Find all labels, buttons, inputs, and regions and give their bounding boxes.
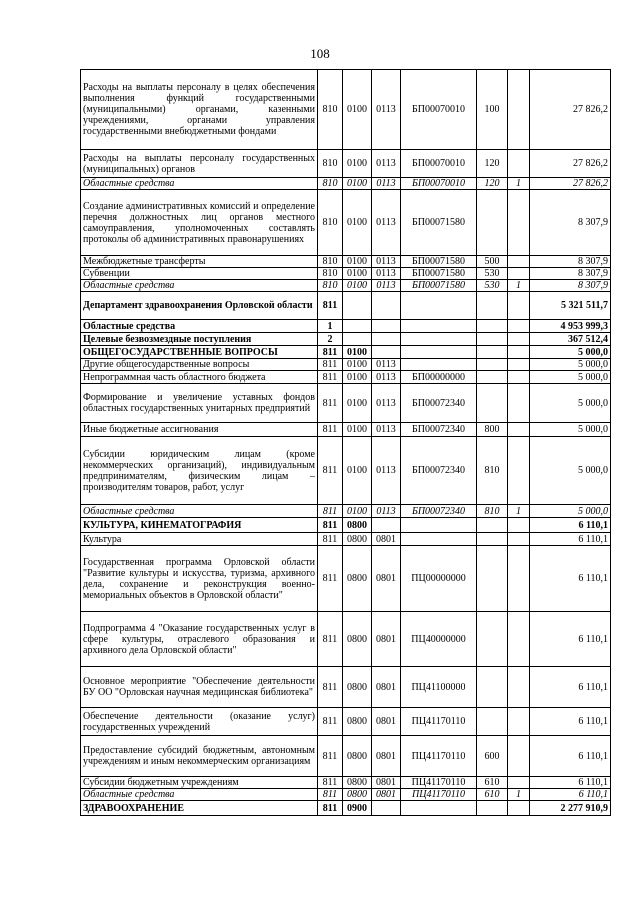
row-source — [508, 518, 530, 533]
row-type: 800 — [477, 423, 508, 437]
row-name: Государственная программа Орловской области "Развитие культуры и искусства, туризма, архивного дела, сохранение и реконструкция военно-мемориальных объектов в Орловской области" — [81, 546, 318, 612]
row-type: 530 — [477, 268, 508, 280]
row-section — [343, 333, 372, 346]
row-type: 610 — [477, 789, 508, 801]
table-row — [81, 437, 611, 505]
row-type — [477, 333, 508, 346]
row-code: 810 — [318, 280, 343, 292]
row-article: ПЦ41170110 — [401, 777, 477, 789]
row-source — [508, 150, 530, 178]
row-section: 0100 — [343, 70, 372, 150]
table-row — [81, 256, 611, 268]
row-amount: 8 307,9 — [530, 268, 611, 280]
row-amount: 8 307,9 — [530, 190, 611, 256]
row-type: 120 — [477, 178, 508, 190]
row-section: 0800 — [343, 667, 372, 708]
row-section: 0100 — [343, 437, 372, 505]
table-row — [81, 667, 611, 708]
table-row — [81, 736, 611, 777]
row-amount: 367 512,4 — [530, 333, 611, 346]
row-subsection: 0113 — [372, 178, 401, 190]
row-name: Субвенции — [81, 268, 318, 280]
row-subsection: 0801 — [372, 612, 401, 667]
row-article: БП00072340 — [401, 437, 477, 505]
row-subsection: 0113 — [372, 280, 401, 292]
row-source — [508, 801, 530, 816]
row-amount: 27 826,2 — [530, 150, 611, 178]
row-type: 120 — [477, 150, 508, 178]
row-article: ПЦ41170110 — [401, 789, 477, 801]
row-section — [343, 320, 372, 333]
row-amount: 2 277 910,9 — [530, 801, 611, 816]
table-row — [81, 359, 611, 371]
table-row — [81, 777, 611, 789]
row-amount: 8 307,9 — [530, 280, 611, 292]
row-article: ПЦ00000000 — [401, 546, 477, 612]
row-code: 1 — [318, 320, 343, 333]
row-amount: 5 000,0 — [530, 359, 611, 371]
row-source — [508, 346, 530, 359]
row-code: 811 — [318, 777, 343, 789]
row-amount: 5 000,0 — [530, 505, 611, 518]
row-subsection — [372, 346, 401, 359]
row-amount: 4 953 999,3 — [530, 320, 611, 333]
row-amount: 6 110,1 — [530, 546, 611, 612]
row-name: ЗДРАВООХРАНЕНИЕ — [81, 801, 318, 816]
row-name: Расходы на выплаты персоналу государственных (муниципальных) органов — [81, 150, 318, 178]
row-code: 810 — [318, 178, 343, 190]
row-section: 0800 — [343, 546, 372, 612]
row-source: 1 — [508, 178, 530, 190]
row-type — [477, 320, 508, 333]
row-section: 0100 — [343, 371, 372, 384]
table-row — [81, 708, 611, 736]
row-article: БП00070010 — [401, 150, 477, 178]
row-section: 0900 — [343, 801, 372, 816]
row-article: ПЦ41170110 — [401, 736, 477, 777]
row-name: Предоставление субсидий бюджетным, автономным учреждениям и иным некоммерческим организациям — [81, 736, 318, 777]
row-section: 0100 — [343, 268, 372, 280]
row-code: 810 — [318, 268, 343, 280]
row-subsection: 0113 — [372, 423, 401, 437]
row-type — [477, 801, 508, 816]
table-row — [81, 150, 611, 178]
row-amount: 5 000,0 — [530, 437, 611, 505]
row-amount: 5 000,0 — [530, 346, 611, 359]
row-section: 0100 — [343, 359, 372, 371]
row-code: 811 — [318, 612, 343, 667]
row-source — [508, 736, 530, 777]
row-code: 811 — [318, 667, 343, 708]
row-source — [508, 612, 530, 667]
row-section: 0800 — [343, 533, 372, 546]
row-code: 811 — [318, 292, 343, 320]
table-row — [81, 789, 611, 801]
row-name: Обеспечение деятельности (оказание услуг) государственных учреждений — [81, 708, 318, 736]
row-name: Иные бюджетные ассигнования — [81, 423, 318, 437]
table-row — [81, 505, 611, 518]
row-subsection — [372, 333, 401, 346]
row-type — [477, 518, 508, 533]
row-article: БП00072340 — [401, 384, 477, 423]
table-row — [81, 320, 611, 333]
row-name: Другие общегосударственные вопросы — [81, 359, 318, 371]
row-type — [477, 190, 508, 256]
row-type — [477, 384, 508, 423]
row-name: Департамент здравоохранения Орловской области — [81, 292, 318, 320]
row-article: ПЦ41100000 — [401, 667, 477, 708]
row-code: 810 — [318, 150, 343, 178]
row-name: Формирование и увеличение уставных фондов областных государственных унитарных предприятий — [81, 384, 318, 423]
table-row — [81, 178, 611, 190]
table-row — [81, 384, 611, 423]
row-section: 0100 — [343, 256, 372, 268]
row-source — [508, 384, 530, 423]
row-article: БП00071580 — [401, 190, 477, 256]
row-name: ОБЩЕГОСУДАРСТВЕННЫЕ ВОПРОСЫ — [81, 346, 318, 359]
row-type: 100 — [477, 70, 508, 150]
row-code: 811 — [318, 346, 343, 359]
row-source: 1 — [508, 789, 530, 801]
row-subsection: 0801 — [372, 736, 401, 777]
table-row — [81, 546, 611, 612]
row-code: 811 — [318, 546, 343, 612]
row-source — [508, 292, 530, 320]
row-name: Культура — [81, 533, 318, 546]
table-row — [81, 268, 611, 280]
row-amount: 5 321 511,7 — [530, 292, 611, 320]
row-amount: 6 110,1 — [530, 736, 611, 777]
row-source — [508, 359, 530, 371]
table-row — [81, 371, 611, 384]
row-source — [508, 708, 530, 736]
table-row — [81, 533, 611, 546]
row-article — [401, 292, 477, 320]
row-type — [477, 708, 508, 736]
row-article — [401, 533, 477, 546]
table-row — [81, 518, 611, 533]
row-article — [401, 346, 477, 359]
row-subsection: 0113 — [372, 437, 401, 505]
row-name: Областные средства — [81, 789, 318, 801]
row-code: 811 — [318, 505, 343, 518]
row-article: БП00071580 — [401, 268, 477, 280]
row-subsection — [372, 518, 401, 533]
row-code: 810 — [318, 70, 343, 150]
row-name: Областные средства — [81, 178, 318, 190]
row-type: 600 — [477, 736, 508, 777]
row-amount: 5 000,0 — [530, 423, 611, 437]
row-article — [401, 359, 477, 371]
row-source — [508, 190, 530, 256]
row-amount: 6 110,1 — [530, 612, 611, 667]
row-subsection — [372, 320, 401, 333]
row-article: ПЦ41170110 — [401, 708, 477, 736]
row-source — [508, 667, 530, 708]
row-type — [477, 346, 508, 359]
row-subsection: 0113 — [372, 268, 401, 280]
row-type — [477, 667, 508, 708]
row-source — [508, 777, 530, 789]
row-source — [508, 70, 530, 150]
table-row — [81, 346, 611, 359]
row-source — [508, 546, 530, 612]
row-section: 0800 — [343, 789, 372, 801]
row-code: 811 — [318, 423, 343, 437]
row-subsection: 0801 — [372, 789, 401, 801]
row-type — [477, 546, 508, 612]
row-subsection: 0801 — [372, 533, 401, 546]
page-number: 108 — [310, 46, 330, 61]
row-article: БП00072340 — [401, 423, 477, 437]
row-source — [508, 423, 530, 437]
row-article — [401, 333, 477, 346]
row-type: 500 — [477, 256, 508, 268]
row-name: Областные средства — [81, 505, 318, 518]
row-name: Подпрограмма 4 "Оказание государственных услуг в сфере культуры, отраслевого образования и архивного дела Орловской области" — [81, 612, 318, 667]
row-code: 811 — [318, 736, 343, 777]
row-code: 811 — [318, 437, 343, 505]
row-section: 0100 — [343, 423, 372, 437]
row-section: 0100 — [343, 505, 372, 518]
row-name: Межбюджетные трансферты — [81, 256, 318, 268]
row-subsection — [372, 801, 401, 816]
row-subsection: 0113 — [372, 70, 401, 150]
row-code: 810 — [318, 190, 343, 256]
row-source — [508, 437, 530, 505]
row-article — [401, 320, 477, 333]
row-name: Непрограммная часть областного бюджета — [81, 371, 318, 384]
row-type: 810 — [477, 437, 508, 505]
row-subsection: 0113 — [372, 256, 401, 268]
row-name: Областные средства — [81, 280, 318, 292]
row-subsection: 0113 — [372, 371, 401, 384]
table-row — [81, 801, 611, 816]
row-section: 0800 — [343, 708, 372, 736]
row-subsection: 0113 — [372, 150, 401, 178]
row-amount: 6 110,1 — [530, 708, 611, 736]
row-code: 811 — [318, 359, 343, 371]
row-amount: 6 110,1 — [530, 533, 611, 546]
row-section: 0100 — [343, 190, 372, 256]
row-amount: 6 110,1 — [530, 667, 611, 708]
row-section: 0100 — [343, 384, 372, 423]
row-source — [508, 256, 530, 268]
row-type: 810 — [477, 505, 508, 518]
row-type — [477, 533, 508, 546]
row-code: 811 — [318, 384, 343, 423]
row-type — [477, 359, 508, 371]
row-type: 530 — [477, 280, 508, 292]
row-type — [477, 612, 508, 667]
row-source — [508, 320, 530, 333]
row-article: ПЦ40000000 — [401, 612, 477, 667]
row-section: 0100 — [343, 150, 372, 178]
row-name: Субсидии юридическим лицам (кроме некоммерческих организаций), индивидуальным предпринимателям, физическим лицам – производителям товаров, работ, услуг — [81, 437, 318, 505]
row-code: 811 — [318, 789, 343, 801]
row-source: 1 — [508, 280, 530, 292]
row-name: Субсидии бюджетным учреждениям — [81, 777, 318, 789]
row-article — [401, 518, 477, 533]
row-section: 0800 — [343, 518, 372, 533]
row-subsection: 0801 — [372, 667, 401, 708]
table-row — [81, 292, 611, 320]
row-type: 610 — [477, 777, 508, 789]
row-article: БП00071580 — [401, 256, 477, 268]
row-name: Создание административных комиссий и определение перечня должностных лиц органов местного самоуправления, уполномоченных составлять протоколы об административных правонарушениях — [81, 190, 318, 256]
budget-table — [80, 69, 611, 816]
row-subsection: 0113 — [372, 359, 401, 371]
row-article: БП00071580 — [401, 280, 477, 292]
row-type — [477, 371, 508, 384]
row-code: 811 — [318, 518, 343, 533]
row-subsection: 0113 — [372, 505, 401, 518]
row-subsection: 0801 — [372, 546, 401, 612]
row-source — [508, 371, 530, 384]
row-subsection: 0801 — [372, 708, 401, 736]
row-amount: 6 110,1 — [530, 777, 611, 789]
row-code: 810 — [318, 256, 343, 268]
row-source: 1 — [508, 505, 530, 518]
row-name: КУЛЬТУРА, КИНЕМАТОГРАФИЯ — [81, 518, 318, 533]
row-article: БП00072340 — [401, 505, 477, 518]
row-code: 811 — [318, 533, 343, 546]
table-row — [81, 70, 611, 150]
row-name: Основное мероприятие "Обеспечение деятельности БУ ОО "Орловская научная медицинская библиотека" — [81, 667, 318, 708]
table-row — [81, 423, 611, 437]
row-amount: 27 826,2 — [530, 178, 611, 190]
row-type — [477, 292, 508, 320]
row-section: 0100 — [343, 178, 372, 190]
row-article: БП00000000 — [401, 371, 477, 384]
table-row — [81, 190, 611, 256]
row-article: БП00070010 — [401, 70, 477, 150]
row-subsection: 0113 — [372, 190, 401, 256]
row-source — [508, 333, 530, 346]
row-subsection — [372, 292, 401, 320]
row-source — [508, 268, 530, 280]
row-code: 2 — [318, 333, 343, 346]
row-subsection: 0113 — [372, 384, 401, 423]
row-code: 811 — [318, 371, 343, 384]
row-article: БП00070010 — [401, 178, 477, 190]
row-amount: 5 000,0 — [530, 384, 611, 423]
row-amount: 8 307,9 — [530, 256, 611, 268]
row-section: 0100 — [343, 280, 372, 292]
table-row — [81, 333, 611, 346]
row-article — [401, 801, 477, 816]
row-code: 811 — [318, 801, 343, 816]
row-name: Целевые безвозмездные поступления — [81, 333, 318, 346]
row-section: 0800 — [343, 612, 372, 667]
row-section: 0800 — [343, 736, 372, 777]
row-amount: 6 110,1 — [530, 789, 611, 801]
row-section — [343, 292, 372, 320]
row-code: 811 — [318, 708, 343, 736]
row-section: 0100 — [343, 346, 372, 359]
row-section: 0800 — [343, 777, 372, 789]
row-subsection: 0801 — [372, 777, 401, 789]
row-amount: 27 826,2 — [530, 70, 611, 150]
row-source — [508, 533, 530, 546]
row-amount: 5 000,0 — [530, 371, 611, 384]
table-row — [81, 280, 611, 292]
row-name: Областные средства — [81, 320, 318, 333]
table-row — [81, 612, 611, 667]
row-amount: 6 110,1 — [530, 518, 611, 533]
row-name: Расходы на выплаты персоналу в целях обеспечения выполнения функций государственными (муниципальными) органами, казенными учреждениями, органами управления государственными внебюджетными фондами — [81, 70, 318, 150]
